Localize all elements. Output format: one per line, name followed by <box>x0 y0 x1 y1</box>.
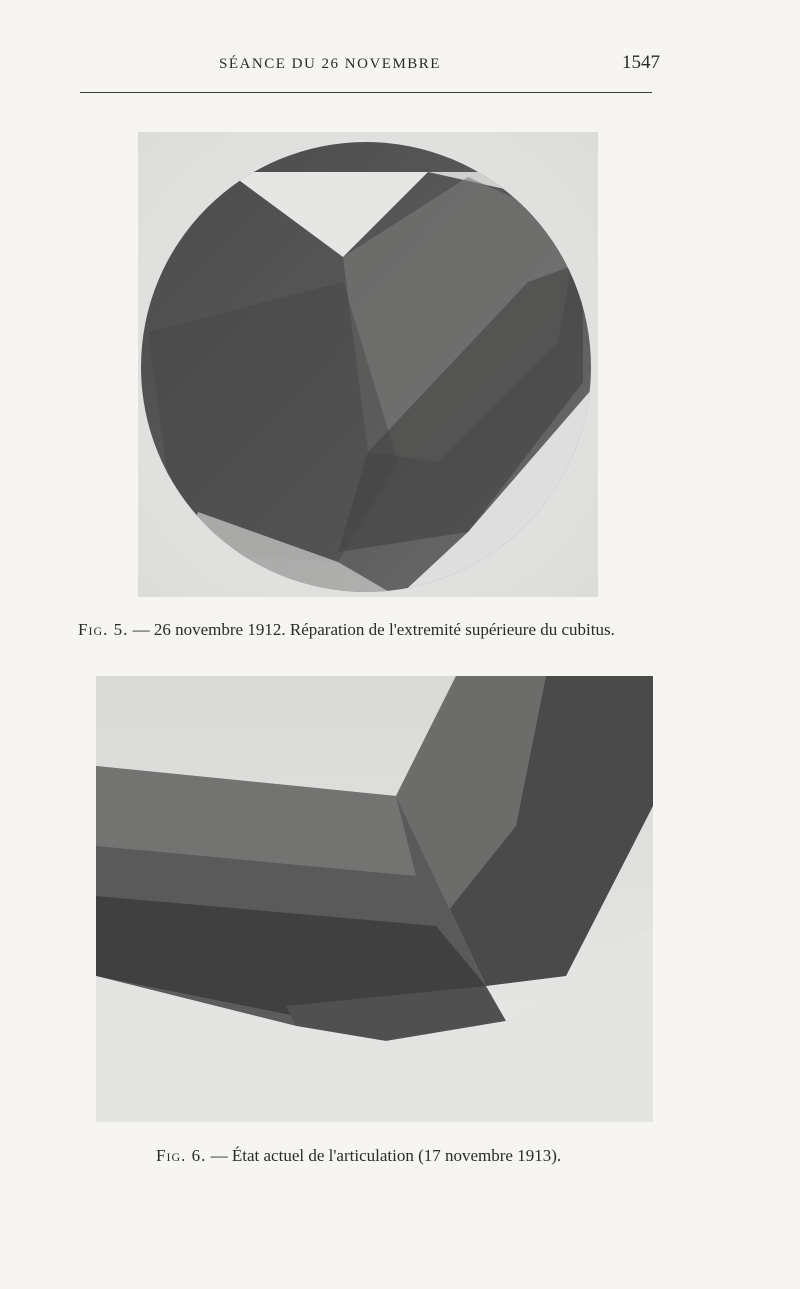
figure-6-caption <box>156 1146 626 1166</box>
figure-5-xray <box>138 132 598 597</box>
figure-5-label: Fig. 5. <box>78 620 129 639</box>
header-title: SÉANCE DU 26 NOVEMBRE <box>219 56 441 72</box>
header-rule <box>80 92 652 93</box>
figure-6-xray <box>96 676 653 1122</box>
page-number: 1547 <box>622 52 660 73</box>
figure-5-caption-text: — 26 novembre 1912. Réparation de l'extremité supérieure du cubitus. <box>132 620 615 639</box>
running-header <box>80 52 660 82</box>
figure-6-caption-text: — État actuel de l'articulation (17 novembre 1913). <box>210 1146 562 1165</box>
figure-6-label: Fig. 6. <box>156 1146 207 1165</box>
figure-5-caption <box>78 620 668 640</box>
